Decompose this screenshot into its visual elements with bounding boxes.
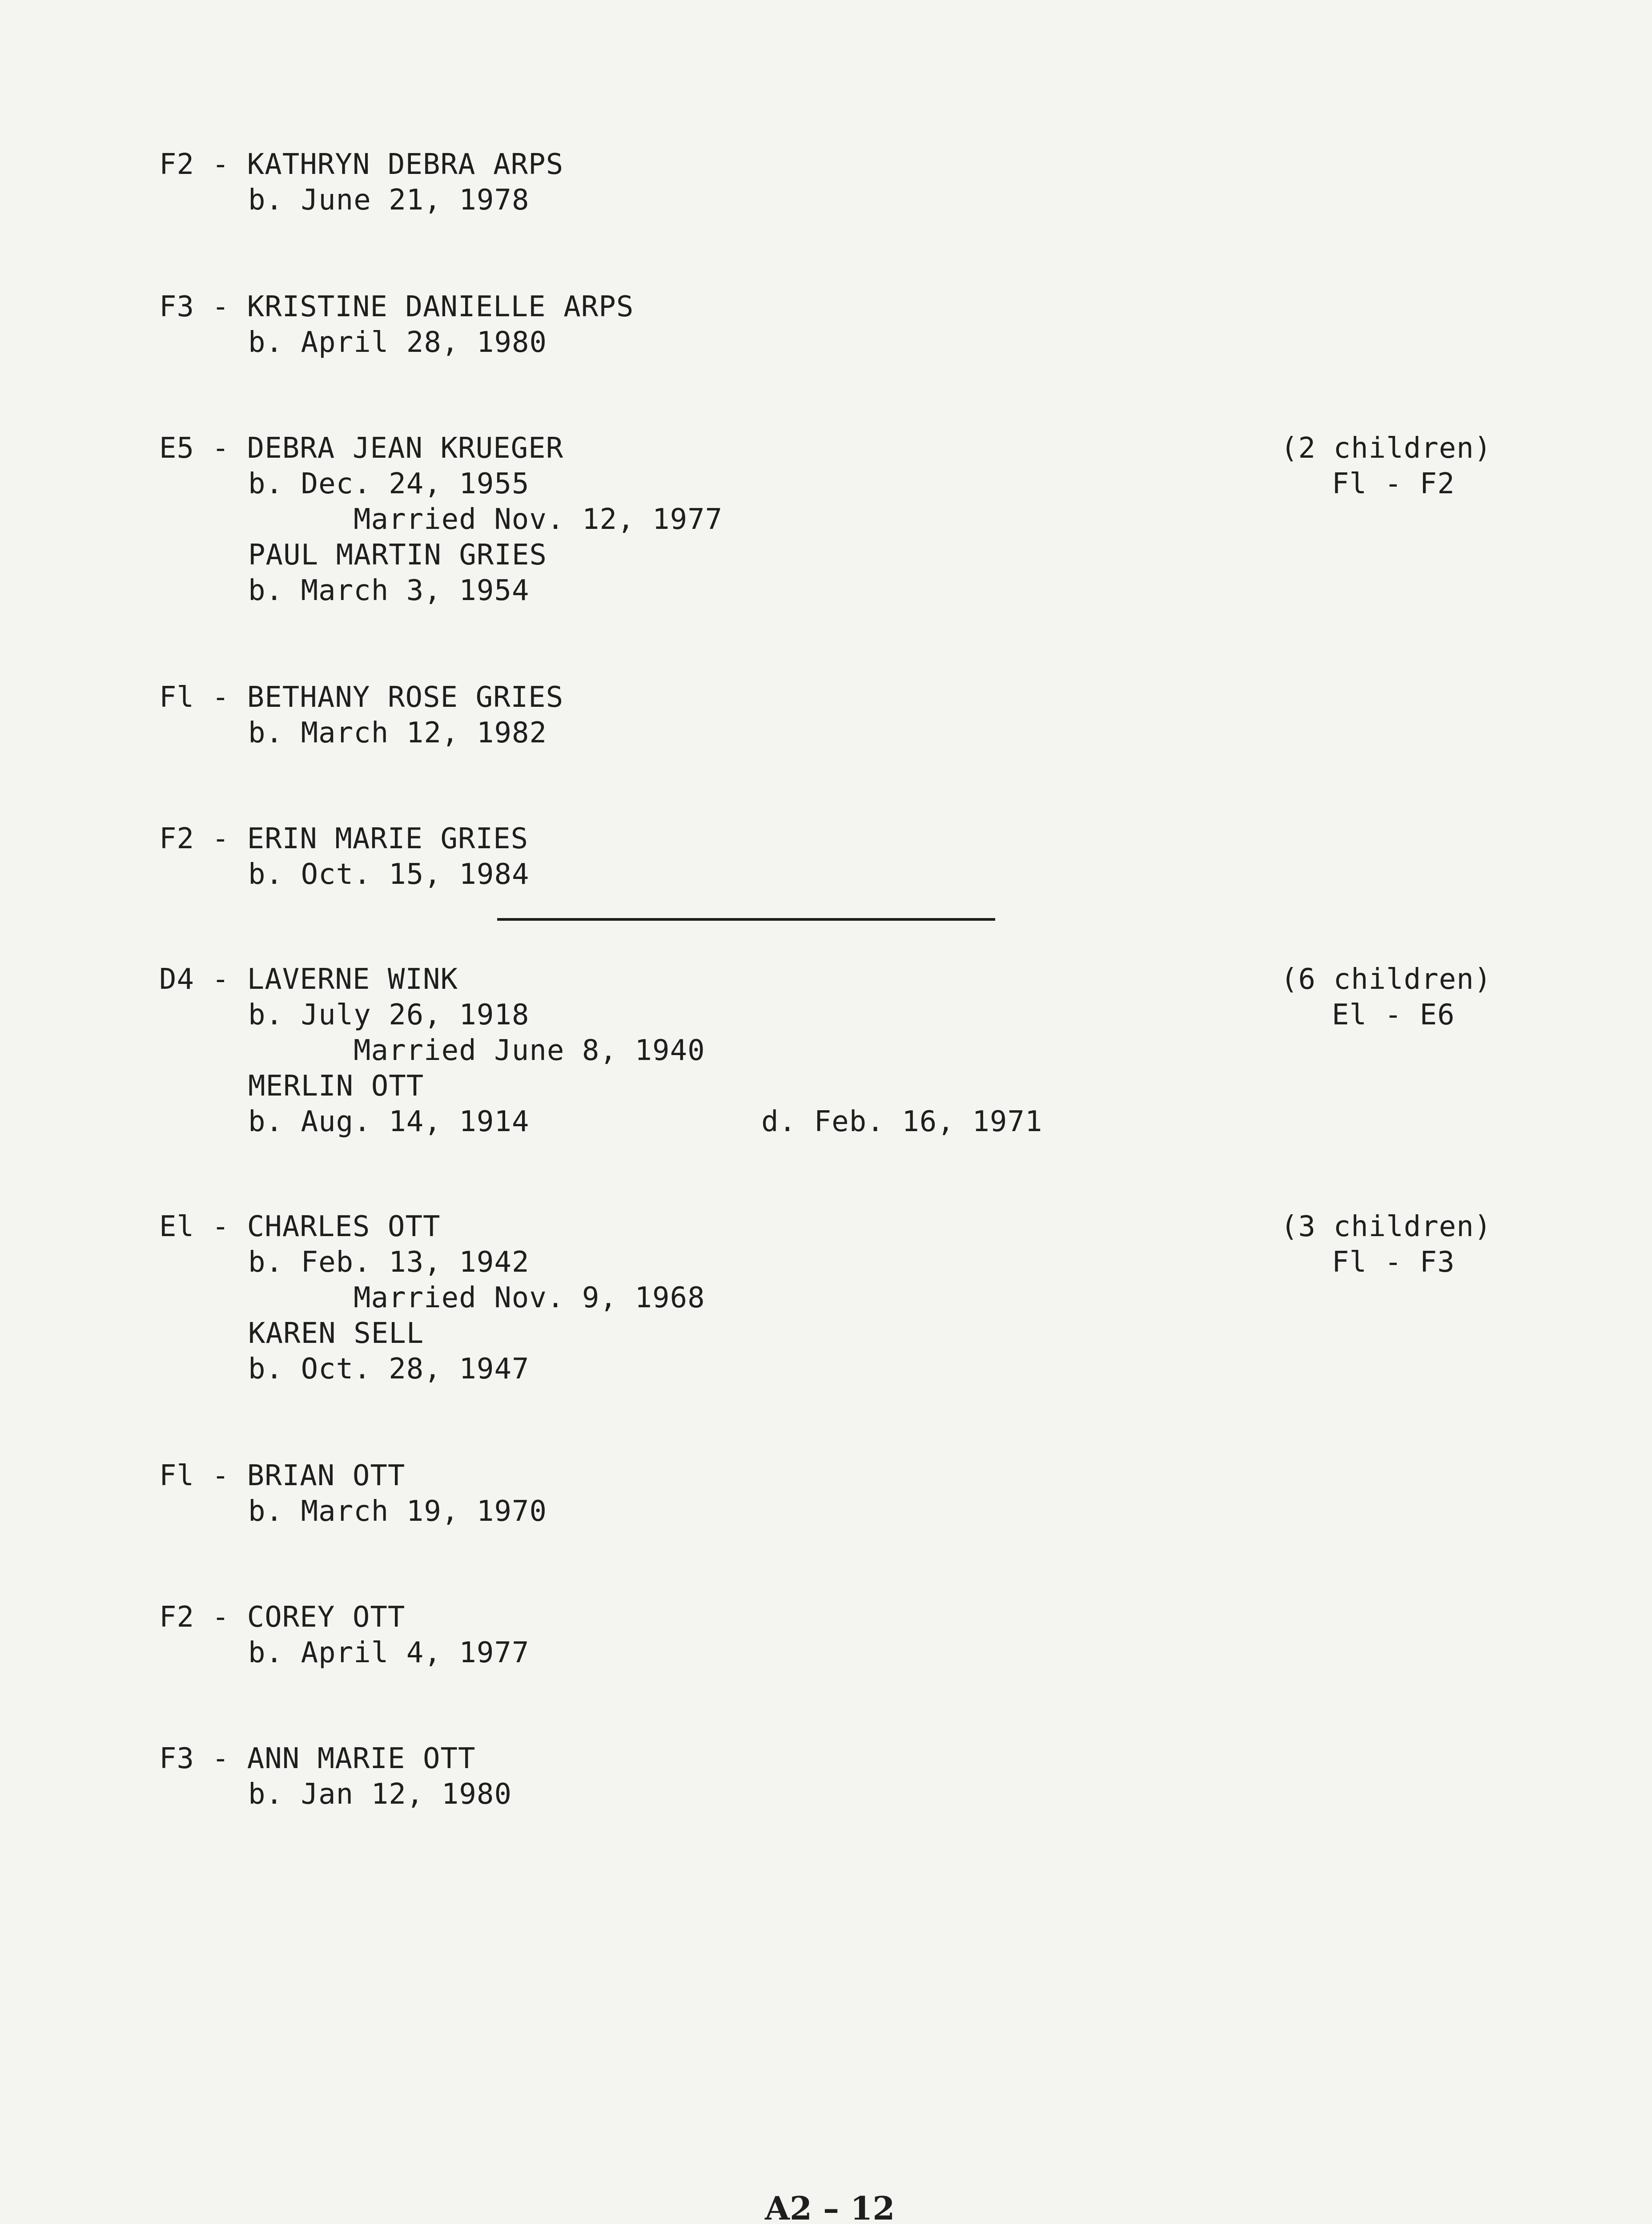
children-count: (2 children): [1281, 432, 1492, 465]
children-range: Fl - F3: [1332, 1246, 1455, 1279]
death-line: d. Feb. 16, 1971: [761, 1105, 1043, 1138]
entry-heading: F2 - ERIN MARIE GRIES: [159, 822, 529, 855]
entry-heading: F3 - KRISTINE DANIELLE ARPS: [159, 290, 634, 323]
page-number: A2 – 12: [765, 2189, 895, 2224]
entry-heading: Fl - BETHANY ROSE GRIES: [159, 681, 564, 714]
children-range: El - E6: [1332, 999, 1455, 1031]
spouse-birth-line: b. Aug. 14, 1914: [248, 1105, 530, 1138]
birth-line: b. June 21, 1978: [248, 184, 530, 217]
spouse-name: MERLIN OTT: [248, 1070, 424, 1103]
spouse-birth-line: b. March 3, 1954: [248, 574, 530, 607]
birth-line: b. April 28, 1980: [248, 326, 547, 359]
birth-line: b. March 12, 1982: [248, 717, 547, 749]
children-count: (6 children): [1281, 963, 1492, 996]
spouse-name: PAUL MARTIN GRIES: [248, 539, 547, 572]
entry-heading: F3 - ANN MARIE OTT: [159, 1742, 476, 1775]
children-count: (3 children): [1281, 1210, 1492, 1243]
entry-heading: D4 - LAVERNE WINK: [159, 963, 458, 996]
entry-heading: Fl - BRIAN OTT: [159, 1459, 406, 1492]
birth-line: b. Feb. 13, 1942: [248, 1246, 530, 1279]
marriage-line: Married Nov. 12, 1977: [354, 503, 723, 536]
birth-line: b. Dec. 24, 1955: [248, 467, 530, 500]
birth-line: b. Oct. 15, 1984: [248, 858, 530, 891]
entry-heading: El - CHARLES OTT: [159, 1210, 441, 1243]
children-range: Fl - F2: [1332, 467, 1455, 500]
marriage-line: Married June 8, 1940: [354, 1034, 705, 1067]
birth-line: b. April 4, 1977: [248, 1636, 530, 1669]
entry-heading: F2 - COREY OTT: [159, 1601, 406, 1634]
section-divider: [497, 918, 995, 921]
birth-line: b. Jan 12, 1980: [248, 1778, 512, 1811]
marriage-line: Married Nov. 9, 1968: [354, 1281, 705, 1314]
entry-heading: F2 - KATHRYN DEBRA ARPS: [159, 148, 564, 181]
entry-heading: E5 - DEBRA JEAN KRUEGER: [159, 432, 564, 465]
spouse-birth-line: b. Oct. 28, 1947: [248, 1353, 530, 1386]
spouse-name: KAREN SELL: [248, 1317, 424, 1350]
birth-line: b. March 19, 1970: [248, 1495, 547, 1528]
birth-line: b. July 26, 1918: [248, 999, 530, 1031]
